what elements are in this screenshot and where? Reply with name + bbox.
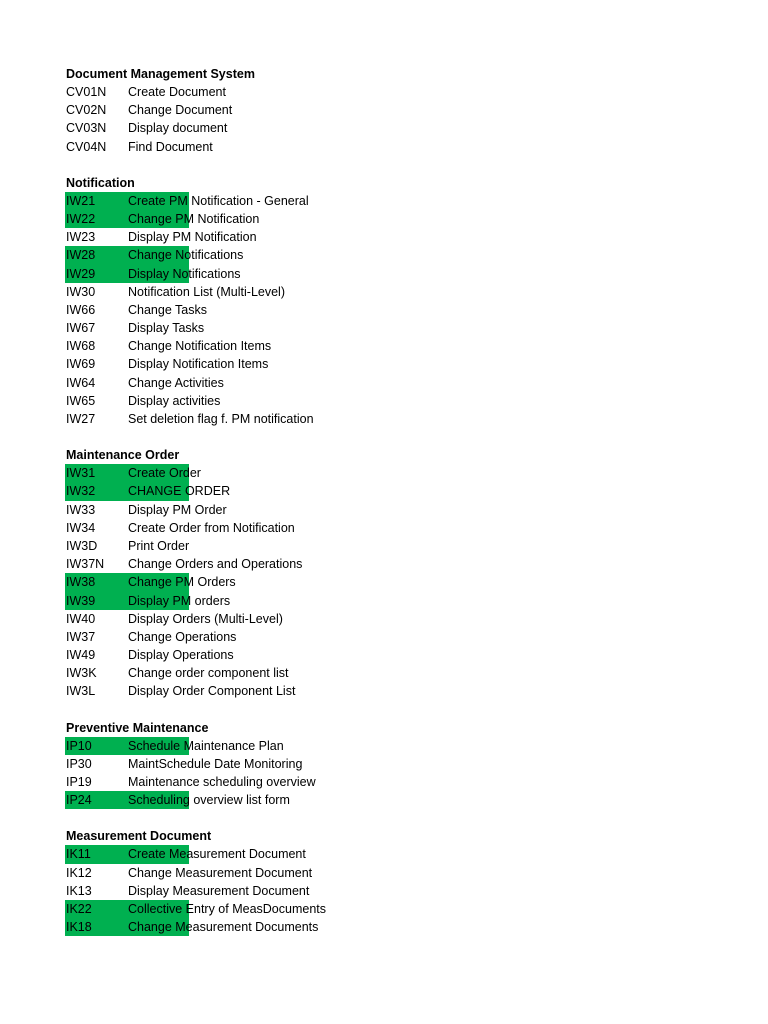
transaction-code: IW21 <box>66 193 96 208</box>
transaction-row <box>0 319 768 337</box>
transaction-code: IW23 <box>66 230 96 245</box>
transaction-code: IW37 <box>66 629 96 644</box>
section <box>0 827 768 936</box>
transaction-description: Find Document <box>128 139 213 154</box>
section <box>0 446 768 700</box>
section <box>0 174 768 428</box>
transaction-row <box>0 482 768 500</box>
transaction-row <box>0 537 768 555</box>
transaction-code: IW34 <box>66 520 96 535</box>
transaction-description: Change Tasks <box>128 302 207 317</box>
transaction-description: Change Measurement Documents <box>128 920 319 935</box>
transaction-description: Display PM orders <box>128 593 231 608</box>
transaction-description: Display Orders (Multi-Level) <box>128 611 283 626</box>
transaction-code: IP24 <box>66 793 92 808</box>
transaction-description: Display Operations <box>128 648 234 663</box>
transaction-row <box>0 283 768 301</box>
transaction-description: Display Measurement Document <box>128 883 310 898</box>
transaction-code: IW68 <box>66 339 96 354</box>
transaction-description: Create Order <box>128 466 201 481</box>
transaction-code: IW22 <box>66 211 96 226</box>
transaction-description: Print Order <box>128 538 190 553</box>
transaction-row <box>0 918 768 936</box>
transaction-code: IP19 <box>66 775 92 789</box>
transaction-description: Change Orders and Operations <box>128 557 303 572</box>
transaction-row <box>0 210 768 228</box>
transaction-description: Display Tasks <box>128 321 205 336</box>
transaction-row <box>0 337 768 355</box>
transaction-description: Create Order from Notification <box>128 520 295 535</box>
section-title: Preventive Maintenance <box>66 720 209 735</box>
transaction-row <box>0 138 768 156</box>
transaction-row <box>0 864 768 882</box>
transaction-description: CHANGE ORDER <box>128 484 231 499</box>
transaction-description: Change Activities <box>128 375 224 390</box>
transaction-code: IW67 <box>66 321 96 336</box>
transaction-description: Set deletion flag f. PM notification <box>128 412 314 426</box>
transaction-row <box>0 192 768 210</box>
transaction-row <box>0 464 768 482</box>
transaction-description: MaintSchedule Date Monitoring <box>128 756 303 771</box>
transaction-code-list <box>0 65 768 954</box>
transaction-code: IW27 <box>66 412 96 426</box>
transaction-row <box>0 646 768 664</box>
transaction-description: Change Notification Items <box>128 339 272 354</box>
transaction-description: Collective Entry of MeasDocuments <box>128 901 326 916</box>
transaction-row <box>0 755 768 773</box>
transaction-description: Change PM Notification <box>128 211 260 226</box>
transaction-row <box>0 555 768 573</box>
transaction-description: Schedule Maintenance Plan <box>128 738 284 753</box>
transaction-row <box>0 664 768 682</box>
transaction-row <box>0 410 768 428</box>
transaction-description: Notification List (Multi-Level) <box>128 284 285 299</box>
transaction-description: Display Order Component List <box>128 684 296 699</box>
transaction-row <box>0 83 768 101</box>
transaction-code: IW69 <box>66 357 96 372</box>
transaction-row <box>0 845 768 863</box>
transaction-code: IW29 <box>66 266 96 281</box>
transaction-description: Display document <box>128 121 228 136</box>
transaction-code: IW28 <box>66 248 96 263</box>
section <box>0 65 768 156</box>
transaction-row <box>0 374 768 392</box>
transaction-code: IW3K <box>66 666 97 681</box>
transaction-description: Create PM Notification - General <box>128 193 309 208</box>
section-title: Maintenance Order <box>66 448 180 463</box>
transaction-description: Change Operations <box>128 629 237 644</box>
transaction-description: Change PM Orders <box>128 575 236 590</box>
transaction-code: IW30 <box>66 284 96 299</box>
transaction-row <box>0 573 768 591</box>
transaction-code: IW49 <box>66 648 96 663</box>
transaction-code: IK22 <box>66 901 92 916</box>
transaction-description: Display activities <box>128 393 221 408</box>
transaction-description: Change Measurement Document <box>128 865 313 880</box>
transaction-row <box>0 791 768 809</box>
transaction-code: IW39 <box>66 593 96 608</box>
transaction-description: Change Notifications <box>128 248 244 263</box>
transaction-code: CV04N <box>66 139 107 154</box>
transaction-row <box>0 628 768 646</box>
section-title: Measurement Document <box>66 829 212 844</box>
transaction-row <box>0 101 768 119</box>
transaction-code: IW37N <box>66 557 105 572</box>
transaction-description: Display PM Notification <box>128 230 257 245</box>
transaction-code: IW3D <box>66 538 98 553</box>
section-title: Notification <box>66 175 135 190</box>
transaction-row <box>0 682 768 700</box>
transaction-code: CV03N <box>66 121 107 136</box>
transaction-description: Change Document <box>128 103 233 118</box>
transaction-row <box>0 773 768 791</box>
transaction-description: Create Document <box>128 85 226 99</box>
transaction-row <box>0 501 768 519</box>
transaction-code: IK13 <box>66 883 92 898</box>
transaction-code: CV02N <box>66 103 107 118</box>
transaction-code: IK11 <box>66 847 91 862</box>
transaction-code: IW64 <box>66 375 96 390</box>
transaction-row <box>0 519 768 537</box>
transaction-description: Display Notifications <box>128 266 241 281</box>
transaction-code: IW32 <box>66 484 96 499</box>
transaction-row <box>0 301 768 319</box>
transaction-description: Maintenance scheduling overview <box>128 775 316 789</box>
transaction-code: IW66 <box>66 302 96 317</box>
transaction-code: IK12 <box>66 865 92 880</box>
transaction-row <box>0 592 768 610</box>
transaction-row <box>0 900 768 918</box>
section-title: Document Management System <box>66 67 255 81</box>
transaction-row <box>0 392 768 410</box>
transaction-code: IK18 <box>66 920 92 935</box>
transaction-row <box>0 882 768 900</box>
transaction-row <box>0 355 768 373</box>
transaction-row <box>0 246 768 264</box>
transaction-code: IP10 <box>66 738 92 753</box>
transaction-description: Create Measurement Document <box>128 847 306 862</box>
transaction-code: IW3L <box>66 684 96 699</box>
transaction-code: CV01N <box>66 85 107 99</box>
transaction-row <box>0 119 768 137</box>
transaction-code: IW38 <box>66 575 96 590</box>
transaction-description: Scheduling overview list form <box>128 793 290 808</box>
transaction-code: IP30 <box>66 756 92 771</box>
transaction-description: Display Notification Items <box>128 357 269 372</box>
transaction-row <box>0 265 768 283</box>
transaction-code: IW31 <box>66 466 96 481</box>
transaction-code: IW40 <box>66 611 96 626</box>
transaction-row <box>0 737 768 755</box>
section <box>0 719 768 810</box>
transaction-code: IW65 <box>66 393 96 408</box>
transaction-code: IW33 <box>66 502 96 517</box>
transaction-row <box>0 228 768 246</box>
transaction-description: Display PM Order <box>128 502 227 517</box>
transaction-description: Change order component list <box>128 666 289 681</box>
transaction-row <box>0 610 768 628</box>
